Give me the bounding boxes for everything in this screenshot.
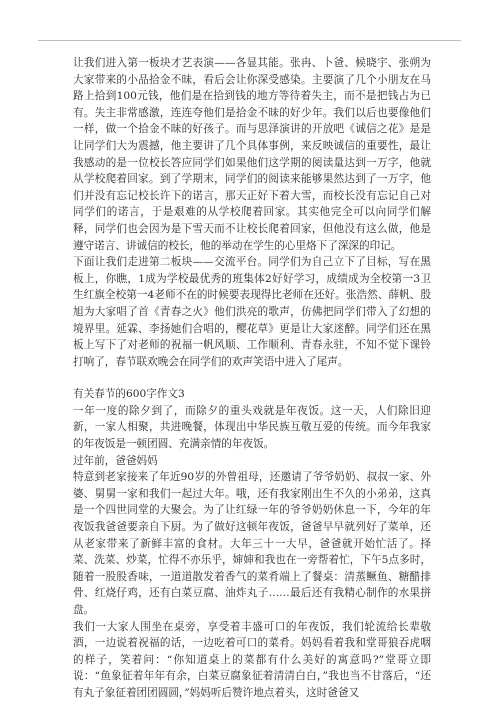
header-rule [38,40,461,41]
paragraph-family-reunion: 特意到老家接来了年近90岁的外曾祖母，还邀请了爷爷奶奶、叔叔一家、外婆、舅舅一家和我们一起过大年。哦，还有我家刚出生不久的小弟弟，这真是一个四世同堂的大聚会。为了让红绿一年的爷爷奶奶休息一下，今年的年夜饭我爸爸要亲自下厨。为了做好这顿年夜饭，爸爸早早就列好了菜单，还从老家带来了新鲜丰富的食材。大年三十一大早，爸爸就开始忙活了。择菜、洗菜、炒菜，忙得不亦乐乎，婶婶和我也在一旁帮着忙，下午5点多时，随着一股股香味，一道道散发着香气的菜肴端上了餐桌：清蒸鳜鱼、糖醋排骨、红烧仔鸡，还有白菜豆腐、油炸丸子……最后还有我精心制作的水果拼盘。 [73,471,431,616]
paragraph-before-new-year: 过年前，爸爸妈妈 [73,454,158,467]
paragraph-talent-show: 让我们进入第一板块才艺表演——各显其能。张冉、卜爸、候晓宇、张朔为大家带来的小品拾金不昧，看后会让你深受感染。主要演了几个小朋友在马路上拾到100元钱，他们是在拾到钱的地方等待着失主，而不是把钱占为已有。失主非常感激，连连夸他们是拾金不昧的好少年。我们以后也要像他们一样，做一个拾金不昧的好孩子。而与思泽演讲的开放吧《诚信之花》是是让同学们大为震撼，他主要讲了几个具体事例，来反映诚信的重要性，最让我感动的是一位校长答应同学们如果他们这学期的阅读量达到一万字，他就从学校爬着回家。到了学期末，同学们的阅读来能够果然达到了一万字，他们并没有忘记校长许下的诺言，那天正好下着大雪，而校长没有忘记自己对同学们的诺言，于是艰难的从学校爬着回家。其实他完全可以向同学们解释，同学们也会因为是下雪天而不让校长爬着回家，但他没有这么做，他是遵守诺言、讲诚信的校长，他的举动在学生的心里烙下了深深的印记。 [73,57,431,252]
paragraph-dinner-table: 我们一大家人围坐在桌旁，享受着丰盛可口的年夜饭，我们轮流给长辈敬酒，一边说着祝福的话，一边吃着可口的菜肴。妈妈看着我和堂哥狼吞虎咽的样子，笑着问：“你知道桌上的菜都有什么美好的寓意吗?”堂哥立即说：“鱼象征着年年有余，白菜豆腐象征着清清白白，”我也当不甘落后，“还有丸子象征着团团圆圆，”妈妈听后赞许地点着头，这时爸爸又 [73,620,431,699]
paragraph-new-year-eve: 一年一度的除夕到了，而除夕的重头戏就是年夜饭。这一天，人们除旧迎新，一家人相聚，共进晚餐，体现出中华民族互敬互爱的传统。而今年我家的年夜饭是一顿团圆、充满亲情的年夜饭。 [73,404,431,451]
paragraph-exchange-platform: 下面让我们走进第二板块——交流平台。同学们为自己立下了目标，写在黑板上，你瞧，1成为学校最优秀的班集体2好好学习，成绩成为全校第一3卫生红旗全校第一4老师不在的时候要表现得比老师在还好。张浩然、薛帆、殷旭为大家唱了首《青春之火》他们洪亮的歌声，仿佛把同学们带入了幻想的境界里。延霖、李扬她们合唱的，樱花草》更是让大家迷醉。同学们还在黑板上写下了对老师的祝福一帆风顺、工作顺利、青春永驻，不知不觉下课铃打响了，春节联欢晚会在同学们的欢声笑语中进入了尾声。 [73,256,431,368]
document-body [73,55,431,702]
essay-title: 有关春节的600字作文3 [73,388,185,401]
